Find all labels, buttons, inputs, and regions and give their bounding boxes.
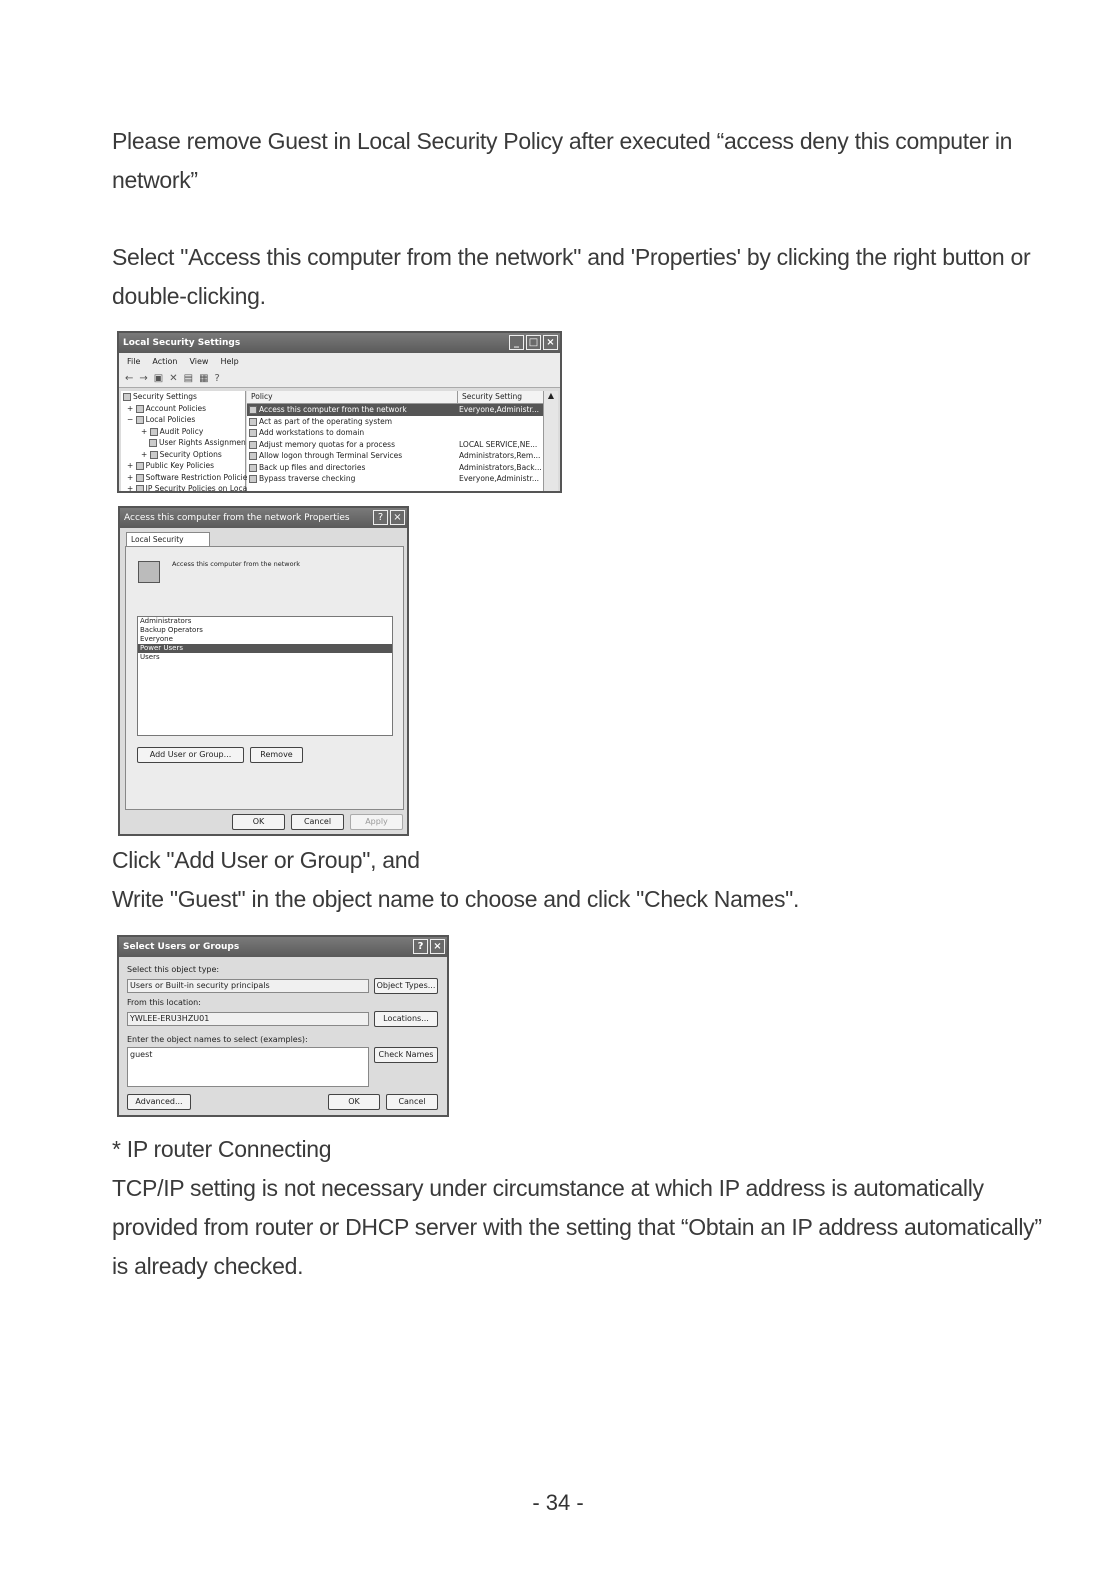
tab-panel bbox=[125, 546, 404, 810]
location-field: YWLEE-ERU3HZU01 bbox=[127, 1012, 369, 1026]
policy-setting: LOCAL SERVICE,NE... bbox=[459, 439, 538, 449]
close-icon[interactable]: × bbox=[430, 939, 445, 954]
tree-item[interactable]: Security Settings bbox=[121, 391, 245, 403]
text-line: Click "Add User or Group", and bbox=[112, 847, 420, 873]
text-line: Select "Access this computer from the network" and 'Properties' by clicking the right button or bbox=[112, 244, 1031, 270]
menu-help[interactable]: Help bbox=[220, 356, 239, 366]
policy-name: Add workstations to domain bbox=[247, 427, 455, 439]
column-header-policy[interactable]: Policy bbox=[247, 391, 458, 403]
policy-icon bbox=[249, 464, 257, 472]
toolbar bbox=[119, 369, 560, 388]
folder-icon bbox=[150, 451, 158, 459]
policy-icon bbox=[138, 561, 160, 583]
minimize-icon[interactable]: _ bbox=[509, 335, 524, 350]
location-label: From this location: bbox=[127, 998, 201, 1007]
maximize-icon[interactable]: □ bbox=[526, 335, 541, 350]
policy-icon bbox=[249, 406, 257, 414]
policy-row[interactable] bbox=[247, 439, 547, 451]
delete-icon[interactable]: ✕ bbox=[169, 372, 178, 384]
text-line: Please remove Guest in Local Security Policy after executed “access deny this computer in bbox=[112, 128, 1013, 154]
locations-button[interactable]: Locations... bbox=[374, 1011, 438, 1027]
tree-item[interactable]: + Audit Policy bbox=[141, 426, 204, 436]
tree-item[interactable]: + Security Options bbox=[141, 449, 222, 459]
object-names-label: Enter the object names to select (examples): bbox=[127, 1035, 308, 1044]
policy-row[interactable] bbox=[247, 462, 547, 474]
help-icon[interactable]: ? bbox=[214, 372, 220, 384]
paragraph-select-instruction bbox=[112, 238, 1031, 316]
policy-name: Allow logon through Terminal Services bbox=[247, 450, 455, 462]
close-icon[interactable]: × bbox=[390, 510, 405, 525]
policy-name: Back up files and directories bbox=[247, 462, 455, 474]
select-users-dialog bbox=[117, 935, 449, 1117]
text-line: * IP router Connecting bbox=[112, 1136, 332, 1162]
object-type-field: Users or Built-in security principals bbox=[127, 979, 369, 993]
local-security-settings-window bbox=[117, 331, 562, 493]
ok-button[interactable]: OK bbox=[328, 1094, 380, 1110]
up-folder-icon[interactable]: ▣ bbox=[153, 372, 164, 384]
policy-row[interactable] bbox=[247, 450, 547, 462]
security-settings-icon bbox=[123, 393, 131, 401]
tree-item[interactable]: + Software Restriction Policie bbox=[127, 472, 248, 482]
back-icon[interactable]: ← bbox=[125, 372, 134, 384]
dialog-titlebar bbox=[120, 508, 407, 528]
ok-button[interactable]: OK bbox=[232, 814, 285, 830]
policy-description: Access this computer from the network bbox=[172, 560, 300, 568]
member-item[interactable]: Power Users bbox=[138, 644, 392, 653]
dialog-title: Select Users or Groups bbox=[123, 942, 240, 952]
policy-setting: Everyone,Administr... bbox=[459, 474, 540, 483]
folder-icon bbox=[136, 405, 144, 413]
policy-icon bbox=[249, 475, 257, 483]
window-title: Local Security Settings bbox=[123, 338, 241, 348]
member-rows bbox=[138, 617, 392, 662]
menu-view[interactable]: View bbox=[189, 356, 209, 366]
policy-row[interactable] bbox=[247, 404, 547, 416]
member-item[interactable]: Backup Operators bbox=[140, 626, 203, 634]
folder-icon bbox=[150, 428, 158, 436]
tree-item[interactable]: + Public Key Policies bbox=[127, 461, 214, 470]
dialog-titlebar bbox=[119, 937, 447, 957]
remove-button[interactable]: Remove bbox=[250, 747, 303, 763]
object-names-value: guest bbox=[130, 1050, 153, 1059]
menu-action[interactable]: Action bbox=[152, 356, 178, 366]
vertical-scrollbar[interactable] bbox=[543, 391, 558, 493]
add-user-or-group-button[interactable]: Add User or Group... bbox=[137, 747, 244, 763]
policy-name: Act as part of the operating system bbox=[247, 416, 455, 428]
member-item[interactable]: Users bbox=[140, 653, 160, 661]
policy-rows bbox=[247, 404, 547, 485]
help-icon[interactable]: ? bbox=[413, 939, 428, 954]
policy-setting bbox=[455, 427, 459, 439]
cancel-button[interactable]: Cancel bbox=[291, 814, 344, 830]
forward-icon[interactable]: → bbox=[139, 372, 148, 384]
text-line: Write "Guest" in the object name to choose and click "Check Names". bbox=[112, 886, 800, 912]
paragraph-ip-router bbox=[112, 1130, 1042, 1286]
page-number: - 34 - bbox=[532, 1490, 584, 1515]
close-icon[interactable]: × bbox=[543, 335, 558, 350]
policy-setting bbox=[455, 416, 459, 428]
policy-icon bbox=[249, 429, 257, 437]
object-types-button[interactable]: Object Types... bbox=[374, 978, 438, 994]
check-names-button[interactable]: Check Names bbox=[374, 1047, 438, 1063]
policy-icon bbox=[249, 418, 257, 426]
ip-security-icon bbox=[136, 485, 144, 493]
policy-list-pane bbox=[247, 391, 547, 493]
policy-setting: Everyone,Administr... bbox=[459, 405, 540, 414]
policy-setting: Administrators,Rem... bbox=[459, 451, 541, 460]
folder-icon bbox=[136, 474, 144, 482]
window-titlebar bbox=[119, 333, 560, 353]
tree-item[interactable]: + IP Security Policies on Loca bbox=[127, 484, 248, 493]
paragraph-add-user bbox=[112, 841, 1012, 919]
help-icon[interactable]: ? bbox=[373, 510, 388, 525]
folder-icon bbox=[149, 439, 157, 447]
paragraph-intro bbox=[112, 122, 1012, 200]
policy-icon bbox=[249, 441, 257, 449]
member-item[interactable]: Everyone bbox=[140, 635, 173, 643]
member-item[interactable]: Administrators bbox=[140, 617, 192, 625]
folder-icon bbox=[136, 462, 144, 470]
advanced-button[interactable]: Advanced... bbox=[127, 1094, 191, 1110]
cancel-button[interactable]: Cancel bbox=[386, 1094, 438, 1110]
tree-item[interactable]: User Rights Assignmen bbox=[121, 437, 245, 449]
dialog-title: Access this computer from the network Properties bbox=[124, 513, 350, 523]
tree-item[interactable]: − Local Policies bbox=[127, 415, 196, 424]
policy-row[interactable] bbox=[247, 473, 547, 485]
menu-file[interactable]: File bbox=[127, 356, 141, 366]
policy-name: Access this computer from the network bbox=[247, 404, 455, 416]
policy-icon bbox=[249, 452, 257, 460]
properties-dialog bbox=[118, 506, 409, 836]
object-type-label: Select this object type: bbox=[127, 965, 220, 974]
column-header-security-setting[interactable]: Security Setting bbox=[462, 392, 523, 401]
policy-row[interactable] bbox=[247, 427, 547, 439]
object-names-input[interactable] bbox=[127, 1047, 369, 1087]
text-line: double-clicking. bbox=[112, 283, 266, 309]
scroll-up-icon[interactable]: ▲ bbox=[547, 391, 555, 400]
policy-row[interactable] bbox=[247, 416, 547, 428]
properties-icon[interactable]: ▤ bbox=[183, 372, 194, 384]
tree-item[interactable]: + Account Policies bbox=[127, 403, 207, 413]
text-line: is already checked. bbox=[112, 1253, 304, 1279]
policy-name: Adjust memory quotas for a process bbox=[247, 439, 455, 451]
apply-button[interactable]: Apply bbox=[350, 814, 403, 830]
tab-local-security-setting[interactable]: Local Security bbox=[126, 532, 210, 546]
tree-pane bbox=[121, 391, 246, 493]
text-line: provided from router or DHCP server with the setting that “Obtain an IP address automatically” bbox=[112, 1214, 1042, 1240]
text-line: network” bbox=[112, 167, 198, 193]
members-listbox[interactable] bbox=[137, 616, 393, 736]
folder-icon bbox=[136, 416, 144, 424]
policy-name: Bypass traverse checking bbox=[247, 473, 455, 485]
policy-setting: Administrators,Back... bbox=[459, 462, 542, 472]
text-line: TCP/IP setting is not necessary under circumstance at which IP address is automatically bbox=[112, 1175, 984, 1201]
menu-bar bbox=[119, 353, 560, 369]
export-icon[interactable]: ▦ bbox=[199, 372, 209, 384]
list-header bbox=[247, 391, 547, 404]
